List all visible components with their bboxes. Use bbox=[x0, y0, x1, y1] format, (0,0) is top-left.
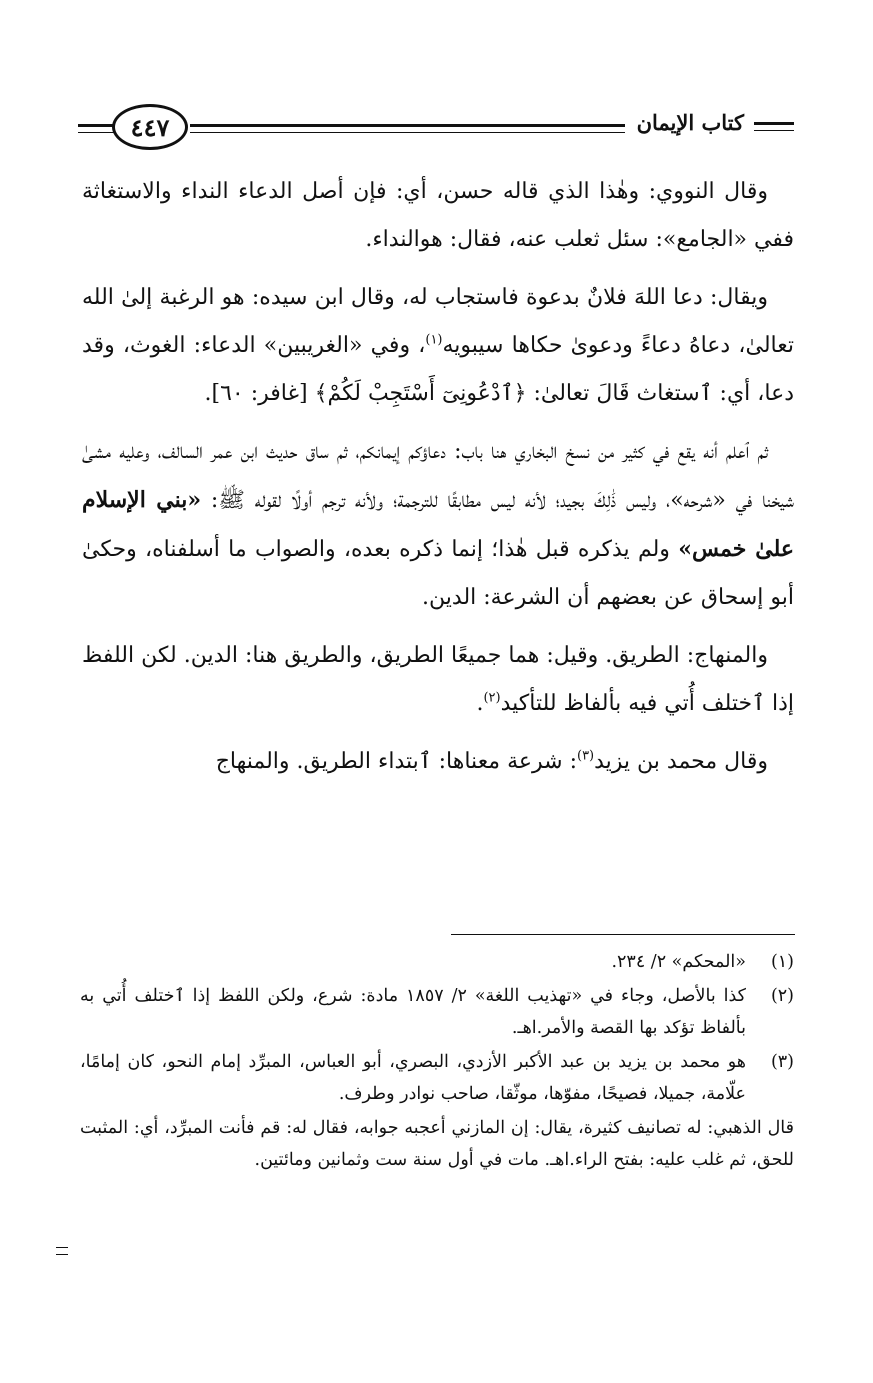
footnote-number: (٣) bbox=[770, 1052, 794, 1072]
footnote bbox=[80, 946, 794, 978]
footnote-ref[interactable]: (٣) bbox=[576, 748, 595, 764]
paragraph-text: ولم يذكره قبل هٰذا؛ إنما ذكره بعده، والصواب ما أسلفناه، وحكىٰ أبو إسحاق عن بعضهم أن الشرعة: الدين. bbox=[82, 537, 794, 610]
footnote-continuation: قال الذهبي: له تصانيف كثيرة، يقال: إن المازني أعجبه جوابه، فقال له: قم فأنت المبرِّد، أي: المثبت للحق، ثم غلب عليه: بفتح الراء.اهـ. مات في أول سنة ست وثمانين ومائتين. bbox=[80, 1118, 794, 1170]
paragraph-text: ثم ٱعلم أنه يقع في كثير من نسخ البخاري هنا باب: دعاؤكم إيمانكم، ثم ساق حديث ابن عمر السالف، وعليه مشىٰ شيخنا في «شرحه»، وليس ذَٰلِكَ بجيد؛ لأنه ليس مطابقًا للترجمة؛ ولأنه ترجم أولًا لقوله ﷺ: bbox=[82, 439, 794, 513]
footnotes bbox=[80, 946, 794, 1176]
header-rule bbox=[190, 124, 625, 127]
header-rule bbox=[754, 130, 794, 131]
footnote-separator bbox=[451, 934, 795, 935]
footnote-text: كذا بالأصل، وجاء في «تهذيب اللغة» ٢/ ١٨٥٧ مادة: شرع، ولكن اللفظ إذا ٱختلف أُتي به بألفاظ تؤكد بها القصة والأمر.اهـ. bbox=[80, 986, 747, 1038]
margin-mark bbox=[56, 1247, 68, 1255]
page-header bbox=[78, 100, 794, 156]
paragraph bbox=[82, 428, 794, 622]
footnote-number: (٢) bbox=[770, 986, 794, 1006]
paragraph bbox=[82, 632, 794, 728]
footnote bbox=[80, 1046, 794, 1110]
footnote-text: هو محمد بن يزيد بن عبد الأكبر الأزدي، البصري، أبو العباس، المبرِّد إمام النحو، كان إمامًا، علّامة، جميلا، فصيحًا، مفوّها، موثّقا، صاحب نوادر وطرف. bbox=[80, 1052, 746, 1104]
footnote-number: (١) bbox=[770, 952, 794, 972]
header-rule bbox=[754, 122, 794, 125]
paragraph-text: ويقال: دعا اللهَ فلانٌ بدعوة فاستجاب له، وقال ابن سيده: هو الرغبة إلىٰ الله تعالىٰ، دعاهُ دعاءً ودعوىٰ حكاها سيبويه bbox=[82, 285, 794, 358]
footnote bbox=[80, 980, 794, 1044]
paragraph bbox=[82, 274, 794, 418]
paragraph bbox=[82, 738, 794, 786]
running-title: كتاب الإيمان bbox=[636, 110, 744, 135]
main-text bbox=[82, 168, 794, 796]
paragraph-text: وقال محمد بن يزيد bbox=[594, 749, 768, 774]
footnote-ref[interactable]: (١) bbox=[425, 332, 443, 348]
paragraph-text: والمنهاج: الطريق. وقيل: هما جميعًا الطريق، والطريق هنا: الدين. لكن اللفظ إذا ٱختلف أُتي فيه بألفاظ للتأكيد bbox=[82, 643, 794, 716]
paragraph-text: ، وفي «الغريبين» الدعاء: الغوث، وقد دعا، أي: ٱستغاث قَالَ تعالىٰ: ﴿ٱدْعُونِىٓ أَسْتَجِبْ لَكُمْ﴾ [غافر: ٦٠]. bbox=[82, 333, 794, 406]
footnote-ref[interactable]: (٢) bbox=[483, 690, 501, 706]
paragraph bbox=[82, 168, 794, 264]
hadith-quote: «بني الإسلام علىٰ خمس» bbox=[82, 487, 795, 562]
header-rule bbox=[190, 132, 625, 133]
page-number: ٤٤٧ bbox=[112, 104, 188, 150]
paragraph-text: وقال النووي: وهٰذا الذي قاله حسن، أي: فإن أصل الدعاء النداء والاستغاثة ففي «الجامع»: سئل ثعلب عنه، فقال: هوالنداء. bbox=[82, 179, 794, 252]
footnote-text: «المحكم» ٢/ ٢٣٤. bbox=[611, 952, 746, 972]
paragraph-text: . bbox=[476, 691, 484, 716]
paragraph-text: : شرعة معناها: ٱبتداء الطريق. والمنهاج bbox=[215, 749, 577, 774]
